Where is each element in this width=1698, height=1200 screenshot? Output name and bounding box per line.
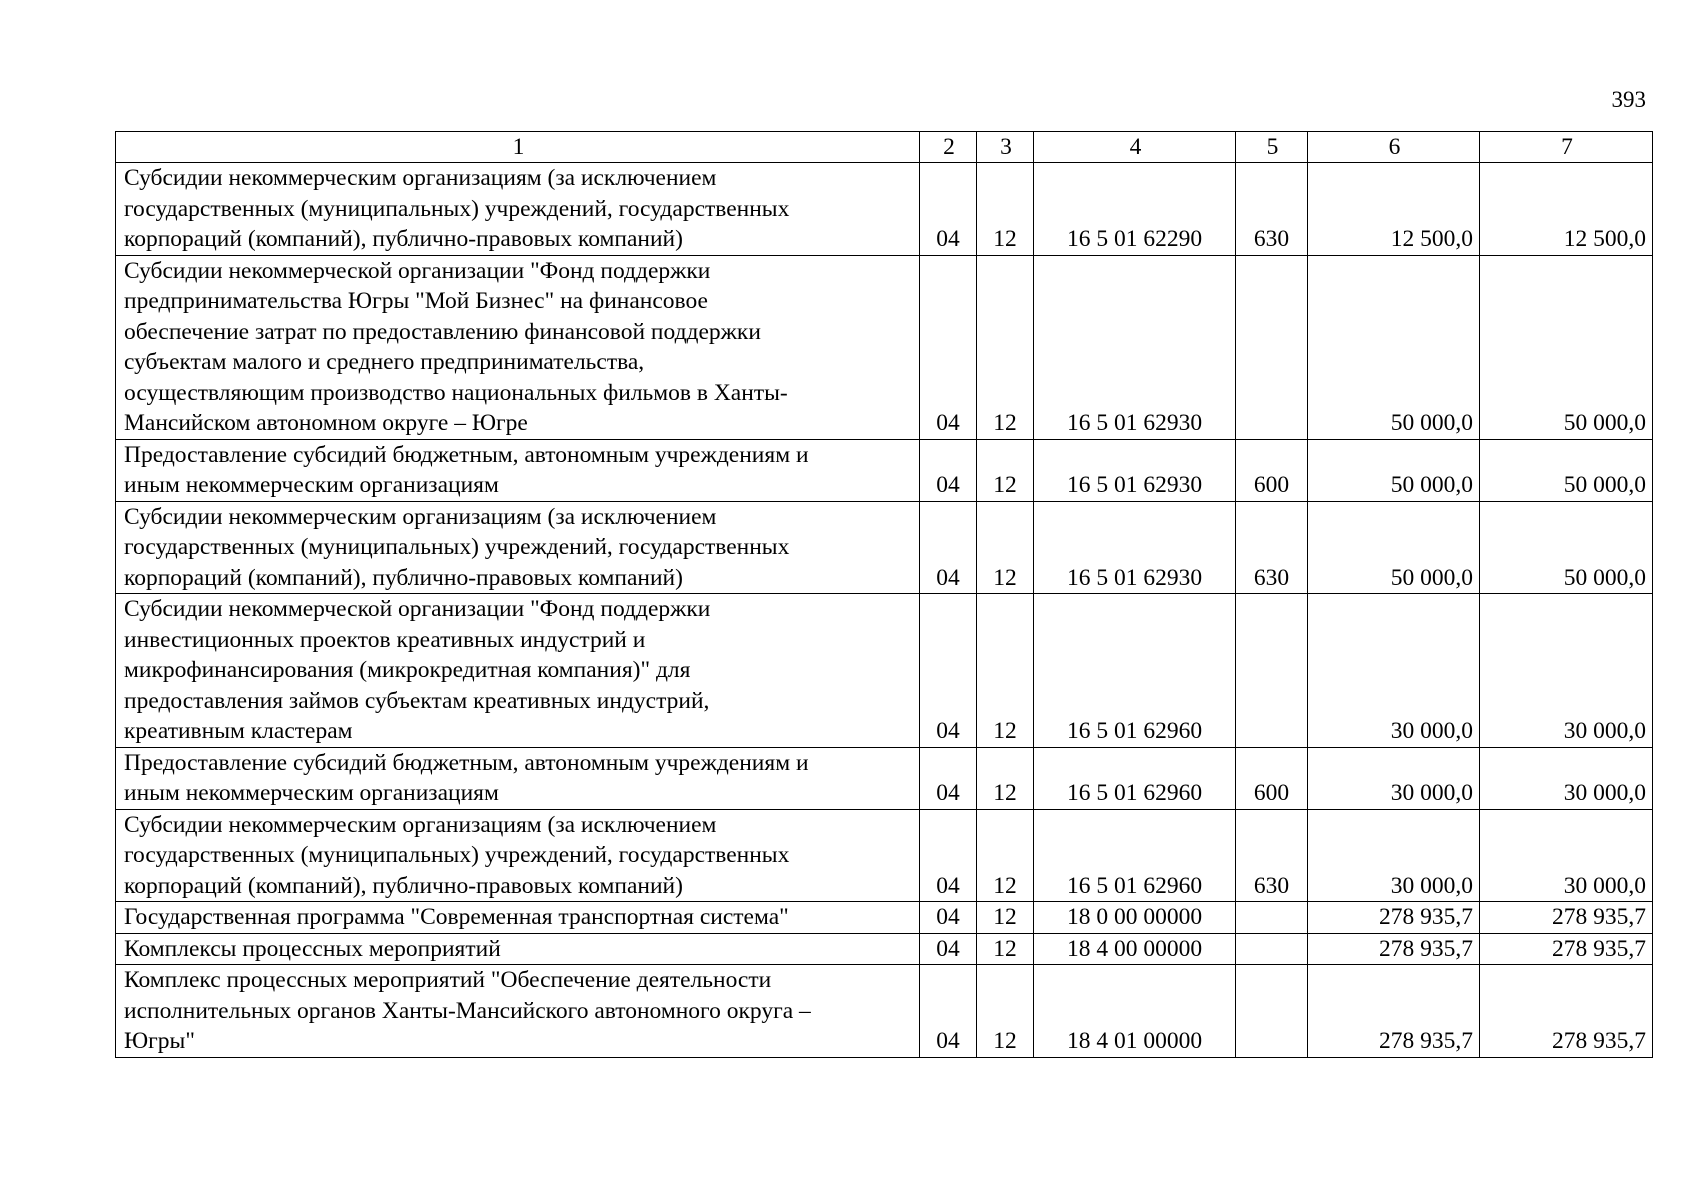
table-row xyxy=(116,902,1653,934)
target-article-cell: 16 5 01 62960 xyxy=(1034,747,1236,809)
table-row xyxy=(116,594,1653,748)
subsection-code-cell: 12 xyxy=(977,255,1034,439)
item-name-cell xyxy=(116,439,920,501)
amount-column-6-cell: 278 935,7 xyxy=(1308,902,1480,934)
expense-type-cell xyxy=(1236,255,1308,439)
page-number: 393 xyxy=(1611,87,1646,112)
amount-column-7-cell: 30 000,0 xyxy=(1480,809,1653,902)
item-name-line: Предоставление субсидий бюджетным, автономным учреждениям и xyxy=(124,749,809,776)
subsection-code-cell: 12 xyxy=(977,163,1034,256)
amount-column-7-cell: 278 935,7 xyxy=(1480,933,1653,965)
column-header-4: 4 xyxy=(1034,132,1236,163)
item-name-cell xyxy=(116,965,920,1058)
table-body xyxy=(116,163,1653,1058)
column-header-5: 5 xyxy=(1236,132,1308,163)
item-name-line: Субсидии некоммерческим организациям (за исключением xyxy=(124,165,717,191)
item-name-cell xyxy=(116,747,920,809)
expense-type-cell xyxy=(1236,933,1308,965)
item-name-line: корпораций (компаний), публично-правовых компаний) xyxy=(124,872,683,899)
item-name-cell xyxy=(116,809,920,902)
item-name-cell xyxy=(116,933,920,965)
target-article-cell: 16 5 01 62960 xyxy=(1034,809,1236,902)
target-article-cell: 18 0 00 00000 xyxy=(1034,902,1236,934)
item-name-line: креативным кластерам xyxy=(124,718,353,744)
subsection-code-cell: 12 xyxy=(977,594,1034,748)
table-row xyxy=(116,965,1653,1058)
section-code-cell: 04 xyxy=(920,594,977,748)
target-article-cell: 16 5 01 62960 xyxy=(1034,594,1236,748)
item-name-line: государственных (муниципальных) учреждений, государственных xyxy=(124,534,790,560)
item-name-cell xyxy=(116,501,920,594)
item-name-line: Субсидии некоммерческой организации "Фонд поддержки xyxy=(124,257,711,284)
header-row xyxy=(116,132,1653,163)
expense-type-cell: 630 xyxy=(1236,163,1308,256)
item-name-line: Мансийском автономном округе – Югре xyxy=(124,410,528,436)
column-header-3: 3 xyxy=(977,132,1034,163)
subsection-code-cell: 12 xyxy=(977,902,1034,934)
target-article-cell: 16 5 01 62290 xyxy=(1034,163,1236,256)
item-name-line: Государственная программа "Современная транспортная система" xyxy=(124,904,789,930)
section-code-cell: 04 xyxy=(920,163,977,256)
target-article-cell: 16 5 01 62930 xyxy=(1034,501,1236,594)
item-name-line: корпораций (компаний), публично-правовых компаний) xyxy=(124,226,683,252)
target-article-cell: 18 4 00 00000 xyxy=(1034,933,1236,965)
subsection-code-cell: 12 xyxy=(977,501,1034,594)
expense-type-cell xyxy=(1236,902,1308,934)
amount-column-6-cell: 278 935,7 xyxy=(1308,965,1480,1058)
column-header-7: 7 xyxy=(1480,132,1653,163)
amount-column-6-cell: 30 000,0 xyxy=(1308,594,1480,748)
expense-type-cell: 600 xyxy=(1236,439,1308,501)
item-name-cell xyxy=(116,163,920,256)
subsection-code-cell: 12 xyxy=(977,439,1034,501)
item-name-line: предпринимательства Югры "Мой Бизнес" на финансовое xyxy=(124,288,708,314)
item-name-line: обеспечение затрат по предоставлению финансовой поддержки xyxy=(124,318,761,345)
item-name-line: государственных (муниципальных) учреждений, государственных xyxy=(124,842,790,868)
target-article-cell: 16 5 01 62930 xyxy=(1034,439,1236,501)
item-name-cell xyxy=(116,594,920,748)
section-code-cell: 04 xyxy=(920,439,977,501)
item-name-line: Югры" xyxy=(124,1028,195,1054)
section-code-cell: 04 xyxy=(920,933,977,965)
amount-column-6-cell: 50 000,0 xyxy=(1308,501,1480,594)
column-header-6: 6 xyxy=(1308,132,1480,163)
budget-table xyxy=(115,131,1653,1058)
amount-column-6-cell: 30 000,0 xyxy=(1308,809,1480,902)
item-name-line: предоставления займов субъектам креативных индустрий, xyxy=(124,687,710,714)
item-name-line: Предоставление субсидий бюджетным, автономным учреждениям и xyxy=(124,441,809,468)
section-code-cell: 04 xyxy=(920,809,977,902)
expense-type-cell: 630 xyxy=(1236,809,1308,902)
amount-column-7-cell: 50 000,0 xyxy=(1480,439,1653,501)
amount-column-7-cell: 278 935,7 xyxy=(1480,902,1653,934)
subsection-code-cell: 12 xyxy=(977,933,1034,965)
subsection-code-cell: 12 xyxy=(977,747,1034,809)
item-name-line: осуществляющим производство национальных фильмов в Ханты- xyxy=(124,379,788,406)
subsection-code-cell: 12 xyxy=(977,809,1034,902)
item-name-line: Субсидии некоммерческим организациям (за исключением xyxy=(124,503,717,530)
amount-column-7-cell: 30 000,0 xyxy=(1480,594,1653,748)
amount-column-7-cell: 278 935,7 xyxy=(1480,965,1653,1058)
amount-column-7-cell: 30 000,0 xyxy=(1480,747,1653,809)
amount-column-6-cell: 12 500,0 xyxy=(1308,163,1480,256)
amount-column-7-cell: 50 000,0 xyxy=(1480,255,1653,439)
item-name-line: государственных (муниципальных) учреждений, государственных xyxy=(124,195,790,222)
section-code-cell: 04 xyxy=(920,965,977,1058)
item-name-line: Комплексы процессных мероприятий xyxy=(124,935,501,962)
item-name-line: микрофинансирования (микрокредитная компания)" для xyxy=(124,657,691,683)
item-name-line: корпораций (компаний), публично-правовых компаний) xyxy=(124,564,683,591)
section-code-cell: 04 xyxy=(920,501,977,594)
amount-column-6-cell: 50 000,0 xyxy=(1308,439,1480,501)
table-row xyxy=(116,747,1653,809)
table-row xyxy=(116,255,1653,439)
amount-column-7-cell: 50 000,0 xyxy=(1480,501,1653,594)
item-name-line: инвестиционных проектов креативных индустрий и xyxy=(124,626,646,653)
item-name-cell xyxy=(116,255,920,439)
table-row xyxy=(116,933,1653,965)
expense-type-cell: 630 xyxy=(1236,501,1308,594)
expense-type-cell xyxy=(1236,594,1308,748)
table-row xyxy=(116,163,1653,256)
section-code-cell: 04 xyxy=(920,902,977,934)
target-article-cell: 18 4 01 00000 xyxy=(1034,965,1236,1058)
table-row xyxy=(116,439,1653,501)
subsection-code-cell: 12 xyxy=(977,965,1034,1058)
table-row xyxy=(116,501,1653,594)
column-header-1: 1 xyxy=(116,132,920,163)
item-name-cell xyxy=(116,902,920,934)
expense-type-cell: 600 xyxy=(1236,747,1308,809)
item-name-line: Комплекс процессных мероприятий "Обеспечение деятельности xyxy=(124,967,772,993)
item-name-line: исполнительных органов Ханты-Мансийского автономного округа – xyxy=(124,997,811,1024)
amount-column-6-cell: 50 000,0 xyxy=(1308,255,1480,439)
item-name-line: Субсидии некоммерческим организациям (за исключением xyxy=(124,811,717,838)
item-name-line: иным некоммерческим организациям xyxy=(124,472,499,498)
column-header-2: 2 xyxy=(920,132,977,163)
table-row xyxy=(116,809,1653,902)
item-name-line: субъектам малого и среднего предпринимательства, xyxy=(124,349,645,375)
item-name-line: Субсидии некоммерческой организации "Фонд поддержки xyxy=(124,596,711,622)
expense-type-cell xyxy=(1236,965,1308,1058)
item-name-line: иным некоммерческим организациям xyxy=(124,780,499,806)
amount-column-7-cell: 12 500,0 xyxy=(1480,163,1653,256)
target-article-cell: 16 5 01 62930 xyxy=(1034,255,1236,439)
amount-column-6-cell: 30 000,0 xyxy=(1308,747,1480,809)
amount-column-6-cell: 278 935,7 xyxy=(1308,933,1480,965)
section-code-cell: 04 xyxy=(920,747,977,809)
section-code-cell: 04 xyxy=(920,255,977,439)
